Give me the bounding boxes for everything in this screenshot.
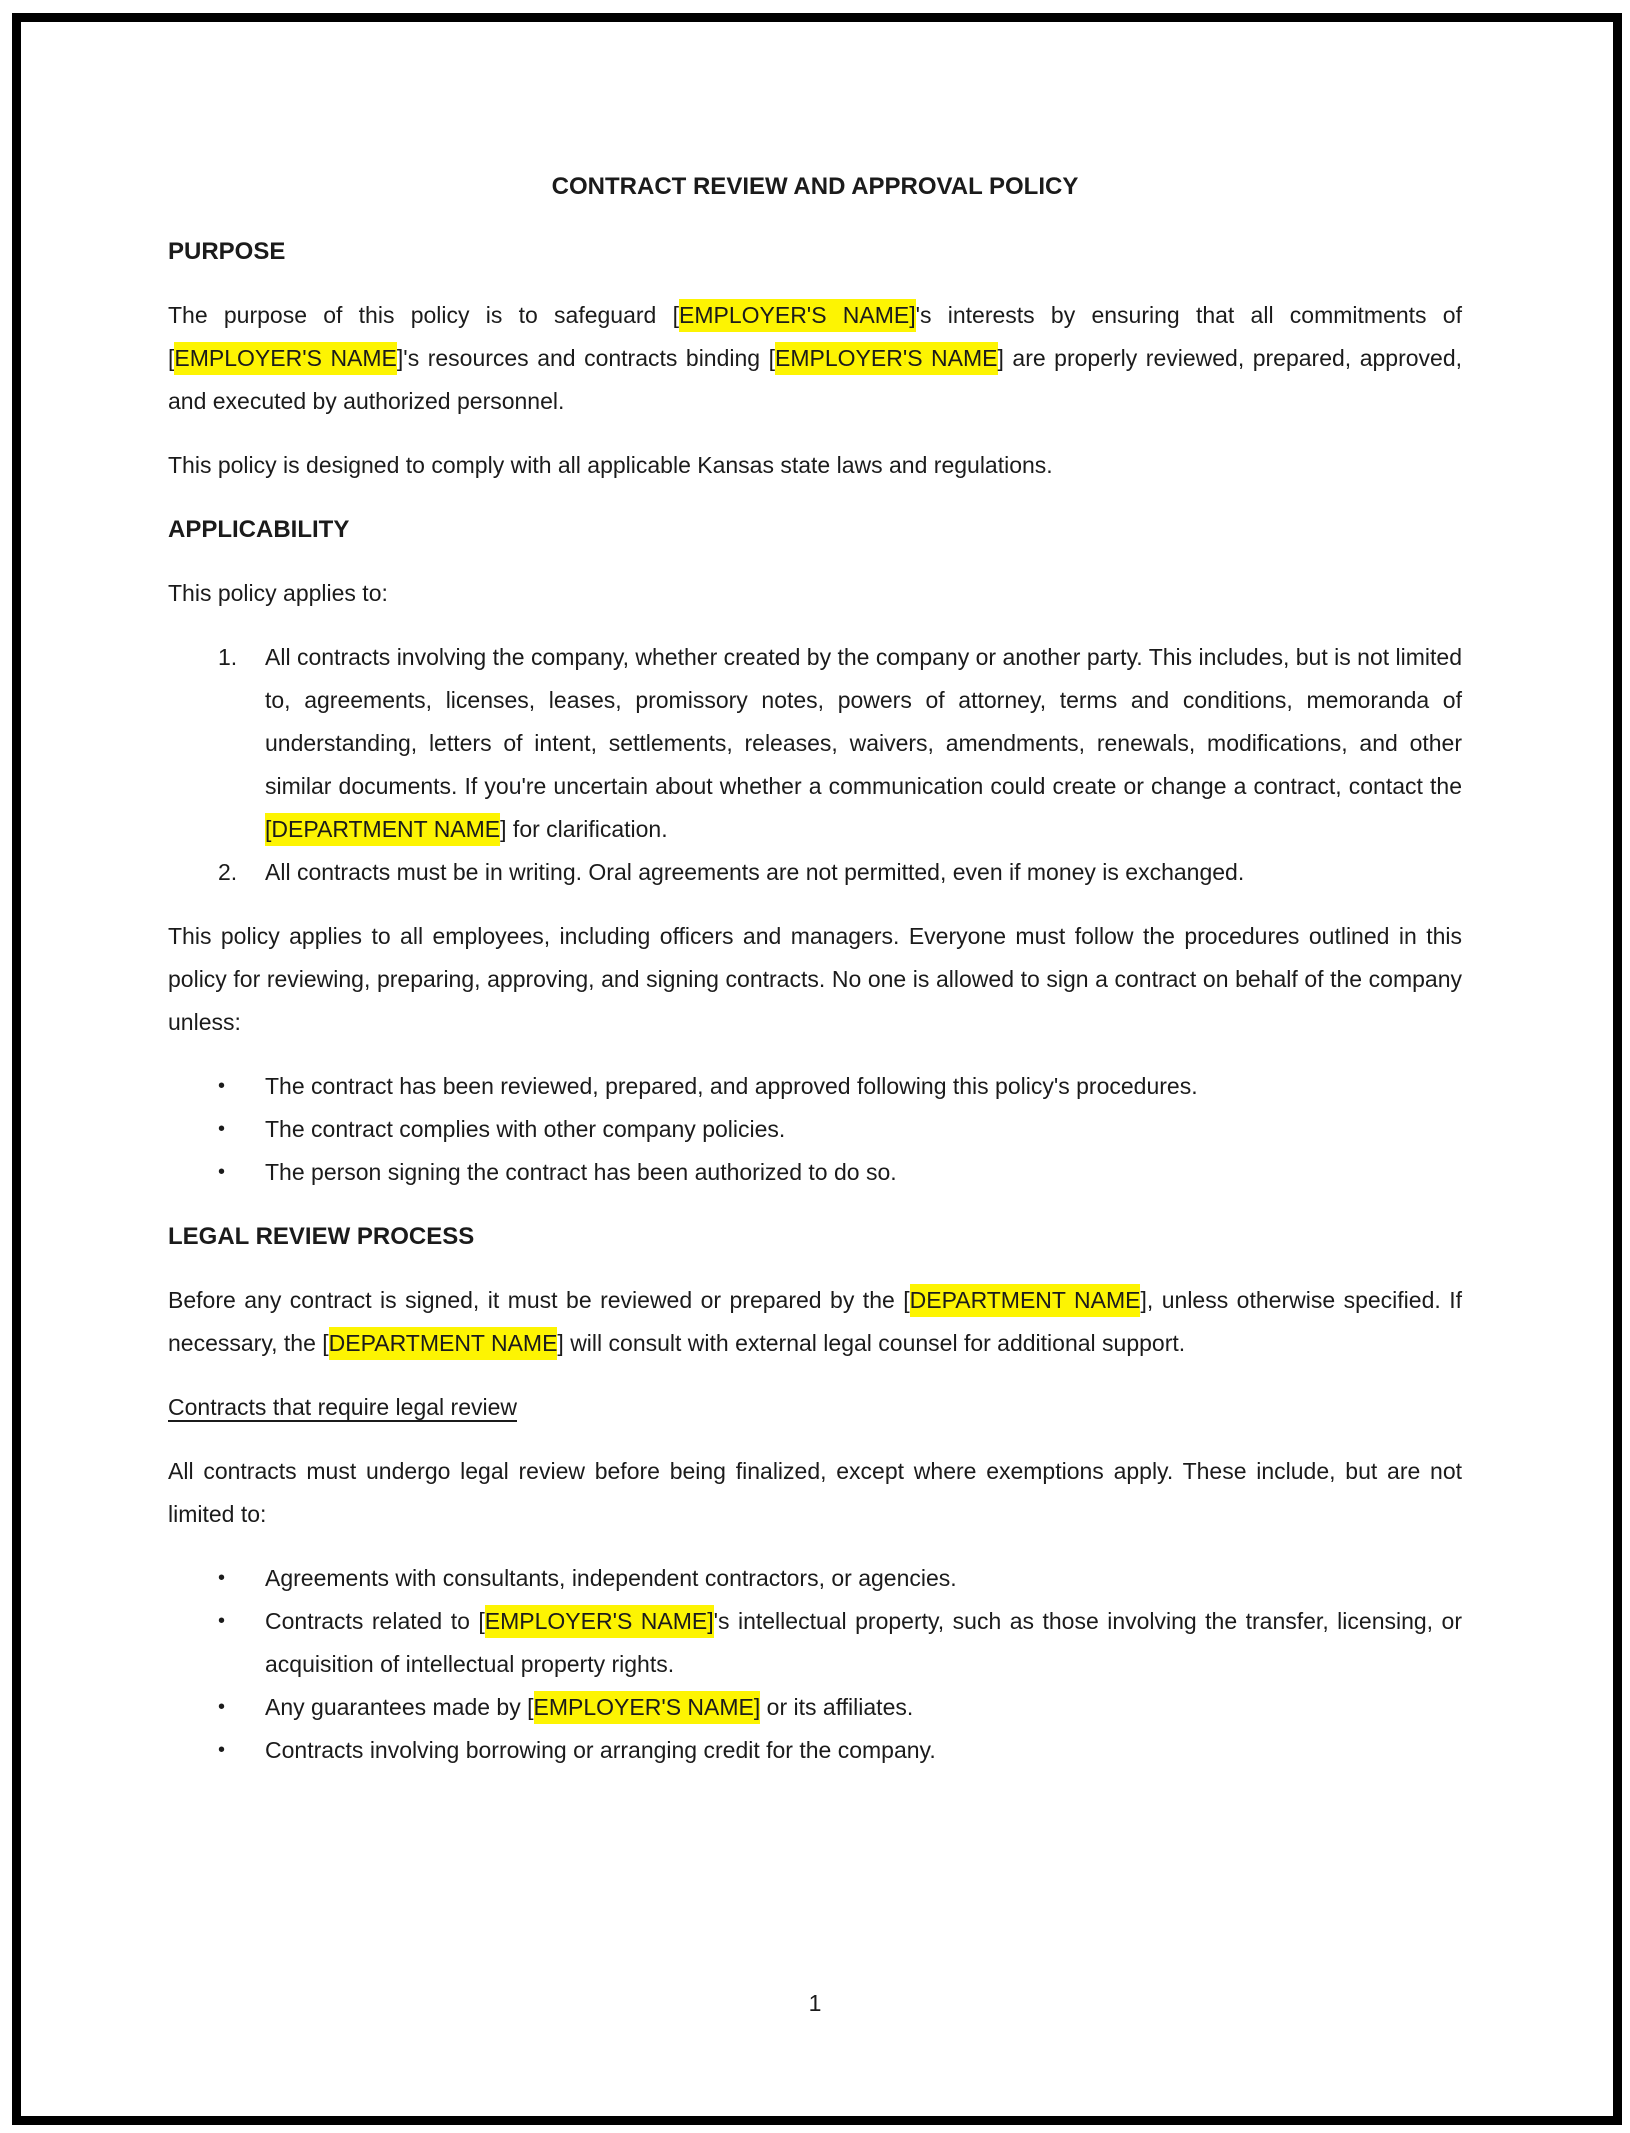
bullet-item: [168, 1151, 1462, 1194]
bullet-item-text: The person signing the contract has been authorized to do so.: [265, 1159, 897, 1185]
highlighted-placeholder: DEPARTMENT NAME: [910, 1284, 1141, 1317]
highlighted-placeholder: EMPLOYER'S NAME: [174, 342, 397, 375]
bullet-icon: •: [218, 1161, 226, 1183]
paragraph-purpose: [168, 294, 1462, 423]
highlighted-placeholder: EMPLOYER'S NAME]: [485, 1605, 714, 1638]
bullet-item: [168, 1686, 1462, 1729]
paragraph-applies-to: This policy applies to:: [168, 580, 388, 606]
text-run: Any guarantees made by [: [265, 1694, 534, 1720]
list-number: 1.: [218, 644, 238, 670]
document-title: CONTRACT REVIEW AND APPROVAL POLICY: [551, 173, 1079, 200]
bullet-icon: •: [218, 1610, 226, 1632]
text-run: ] for clarification.: [500, 816, 668, 842]
document-body: [168, 165, 1462, 1793]
bullet-item: [168, 1729, 1462, 1772]
bullet-item-text: [265, 1729, 1462, 1772]
bullet-item: [168, 1065, 1462, 1108]
text-run: or its affiliates.: [760, 1694, 914, 1720]
paragraph-exemptions: All contracts must undergo legal review before being finalized, except where exemptions apply. These include, but are not limited to:: [168, 1458, 1462, 1527]
text-run: Before any contract is signed, it must be reviewed or prepared by the [: [168, 1287, 910, 1313]
bullet-icon: •: [218, 1118, 226, 1140]
text-run: Agreements with consultants, independent contractors, or agencies.: [265, 1565, 957, 1591]
bullet-list-signing-conditions: [168, 1065, 1462, 1194]
bullet-icon: •: [218, 1739, 226, 1761]
heading-purpose: PURPOSE: [168, 238, 286, 265]
numbered-item-2: [168, 851, 1462, 894]
bullet-icon: •: [218, 1075, 226, 1097]
highlighted-placeholder: EMPLOYER'S NAME]: [679, 299, 916, 332]
text-run: ], unless otherwise specified. If necessary, the [: [168, 1287, 1462, 1356]
text-run: All contracts must be in writing. Oral agreements are not permitted, even if money is exchanged.: [265, 859, 1245, 885]
text-run: ] are properly reviewed, prepared, approved, and executed by authorized personnel.: [168, 345, 1462, 414]
text-run: ] will consult with external legal counsel for additional support.: [557, 1330, 1186, 1356]
text-run: 's intellectual property, such as those involving the transfer, licensing, or acquisition of intellectual property rights.: [265, 1608, 1462, 1677]
paragraph-legal-review: [168, 1279, 1462, 1365]
paragraph-compliance: This policy is designed to comply with all applicable Kansas state laws and regulations.: [168, 452, 1053, 478]
subheading-contracts-requiring-review: Contracts that require legal review: [168, 1394, 517, 1420]
text-run: Contracts related to [: [265, 1608, 485, 1634]
numbered-item-1: [168, 636, 1462, 851]
text-run: Contracts involving borrowing or arranging credit for the company.: [265, 1737, 936, 1763]
bullet-item: [168, 1108, 1462, 1151]
numbered-item-text: [265, 851, 1462, 894]
bullet-item: [168, 1557, 1462, 1600]
bullet-item-text: [265, 1600, 1462, 1686]
bullet-item-text: [265, 1686, 1462, 1729]
heading-legal-review: LEGAL REVIEW PROCESS: [168, 1223, 475, 1250]
heading-applicability: APPLICABILITY: [168, 516, 350, 543]
text-run: ]'s resources and contracts binding [: [396, 345, 775, 371]
list-number: 2.: [218, 859, 238, 885]
bullet-item: [168, 1600, 1462, 1686]
bullet-icon: •: [218, 1696, 226, 1718]
text-run: All contracts involving the company, whether created by the company or another party. This includes, but is not limited to, agreements, licenses, leases, promissory notes, powers of attorney, terms and conditions, memoranda of understanding, letters of intent, settlements, releases, waivers, amendments, renewals, modifications, and other similar documents. If you're uncertain about whether a communication could create or change a contract, contact the: [265, 644, 1462, 799]
text-run: The purpose of this policy is to safeguard [: [168, 302, 679, 328]
text-run: 's interests by ensuring that all commitments of [: [168, 302, 1462, 371]
highlighted-placeholder: [DEPARTMENT NAME: [265, 813, 500, 846]
bullet-list-legal-review: [168, 1557, 1462, 1772]
numbered-list: [168, 636, 1462, 894]
highlighted-placeholder: DEPARTMENT NAME: [329, 1327, 558, 1360]
page-number: 1: [808, 1990, 822, 2016]
paragraph-employees: This policy applies to all employees, including officers and managers. Everyone must follow the procedures outlined in this policy for reviewing, preparing, approving, and signing contracts. No one is allowed to sign a contract on behalf of the company unless:: [168, 923, 1462, 1035]
bullet-item-text: The contract has been reviewed, prepared, and approved following this policy's procedures.: [265, 1073, 1198, 1099]
bullet-icon: •: [218, 1567, 226, 1589]
highlighted-placeholder: EMPLOYER'S NAME]: [534, 1691, 761, 1724]
highlighted-placeholder: EMPLOYER'S NAME: [775, 342, 998, 375]
numbered-item-text: [265, 636, 1462, 851]
bullet-item-text: The contract complies with other company policies.: [265, 1116, 786, 1142]
bullet-item-text: [265, 1557, 1462, 1600]
